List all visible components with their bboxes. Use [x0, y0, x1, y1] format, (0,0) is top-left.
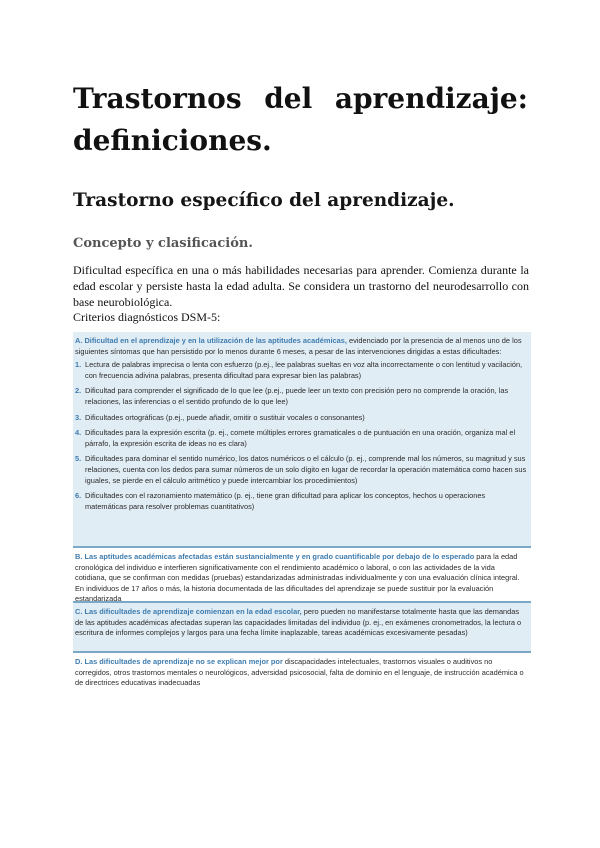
item-text: Dificultad para comprender el significado de lo que lee (p.ej., puede leer un texto con precisión pero no comprende la oración, las relaciones, las inferencias o el sentido profundo de lo que lee): [85, 386, 509, 406]
list-item: [75, 491, 528, 512]
subtitle: Trastorno específico del aprendizaje.: [73, 190, 455, 211]
criterion-a: [73, 332, 531, 546]
item-text: Dificultades para la expresión escrita (p. ej., comete múltiples errores gramaticales o de puntuación en una oración, organiza mal el párrafo, la expresión escrita de ideas no es clara): [85, 428, 516, 448]
criteria-label: Criterios diagnósticos DSM-5:: [73, 310, 221, 324]
list-item: [75, 454, 528, 486]
dsm5-criteria-box: [73, 332, 531, 704]
item-number: 6.: [75, 491, 82, 501]
criterion-a-text: evidenciado por la presencia de al menos uno de los siguientes síntomas que han persistido por lo menos durante 6 meses, a pesar de las intervenciones dirigidas a estas dificultades:: [75, 336, 522, 356]
criterion-b-text: para la edad cronológica del individuo e interfieren significativamente con el rendimiento académico o laboral, o con las actividades de la vida cotidiana, que se confirman con medidas (pruebas) estandarizadas administradas individualmente y con una evaluación clínica integral. En individuos de 17 años o más, la historia documentada de las dificultades del aprendizaje se puede sustituir por la evaluación estandarizada: [75, 552, 520, 604]
item-number: 4.: [75, 428, 82, 438]
item-text: Dificultades ortográficas (p.ej., puede añadir, omitir o sustituir vocales o consonantes): [85, 412, 365, 422]
section-heading: Concepto y clasificación.: [73, 236, 253, 251]
criterion-a-list: [75, 360, 528, 512]
item-number: 2.: [75, 386, 82, 396]
definition-paragraph: Dificultad específica en una o más habilidades necesarias para aprender. Comienza durante la edad escolar y persiste hasta la edad adulta. Se considera un trastorno del neurodesarrollo con base neurobiológica.: [73, 263, 529, 309]
criterion-c-text: pero pueden no manifestarse totalmente hasta que las demandas de las aptitudes académicas afectadas superan las capacidades limitadas del individuo (p. ej., en exámenes cronometrados, la lectura o escritura de informes complejos y largos para una fecha límite inaplazable, tareas académicas excesivamente pesadas): [75, 607, 522, 638]
criterion-b: [73, 546, 531, 604]
criterion-d-heading: D. Las dificultades de aprendizaje no se explican mejor por: [75, 657, 283, 666]
list-item: [75, 413, 528, 424]
criterion-a-heading: A. Dificultad en el aprendizaje y en la utilización de las aptitudes académicas,: [75, 336, 347, 345]
list-item: [75, 360, 528, 381]
criterion-d: [73, 651, 531, 704]
criterion-c-heading: C. Las dificultades de aprendizaje comienzan en la edad escolar,: [75, 607, 302, 616]
item-number: 5.: [75, 454, 82, 464]
criterion-c: [73, 601, 531, 651]
item-number: 1.: [75, 360, 82, 370]
list-item: [75, 386, 528, 407]
item-number: 3.: [75, 412, 82, 422]
item-text: Dificultades para dominar el sentido numérico, los datos numéricos o el cálculo (p. ej., comprende mal los números, su magnitud y sus relaciones, cuenta con los dedos para sumar números de un solo dígito en lugar de recordar la operación matemática como hacen sus iguales, se pierde en el cálculo aritmético y puede intercambiar los procedimientos): [85, 454, 527, 485]
list-item: [75, 428, 528, 449]
item-text: Lectura de palabras imprecisa o lenta con esfuerzo (p.ej., lee palabras sueltas en voz alta incorrectamente o con lentitud y vacilación, con frecuencia adivina palabras, presenta dificultad para expresar bien las palabras): [85, 360, 523, 380]
criterion-d-text: discapacidades intelectuales, trastornos visuales o auditivos no corregidos, otros trastornos mentales o neurológicos, adversidad psicosocial, falta de dominio en el lenguaje, de instrucción académica o de directrices educativas inadecuadas: [75, 657, 524, 688]
criterion-b-heading: B. Las aptitudes académicas afectadas están sustancialmente y en grado cuantificable por debajo de lo esperado: [75, 552, 475, 561]
page-title: Trastornos del aprendizaje: definiciones.: [73, 82, 528, 157]
item-text: Dificultades con el razonamiento matemático (p. ej., tiene gran dificultad para aplicar los conceptos, hechos u operaciones matemáticas para resolver problemas cuantitativos): [85, 491, 486, 511]
